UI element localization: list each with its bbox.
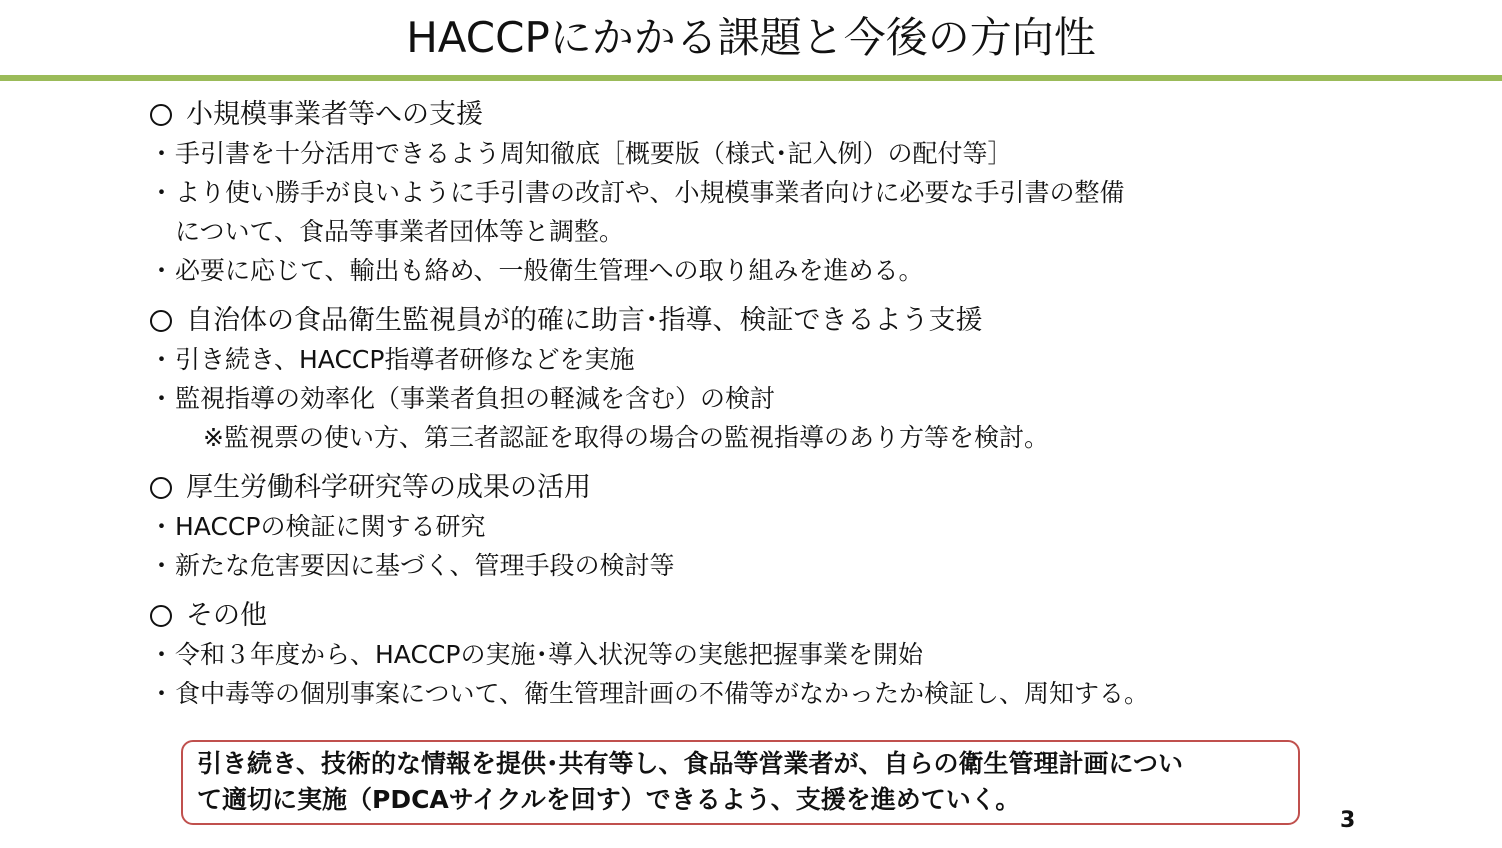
circle-bullet-icon [150, 477, 172, 499]
circle-bullet-icon [150, 104, 172, 126]
section-heading [148, 302, 1348, 340]
list-note: ※監視票の使い方、第三者認証を取得の場合の監視指導のあり方等を検討。 [203, 423, 1049, 452]
summary-callout-box [181, 740, 1300, 825]
list-item-text: 必要に応じて、輸出も絡め、一般衛生管理への取り組みを進める。 [175, 256, 924, 285]
list-item-text: 監視指導の効率化（事業者負担の軽減を含む）の検討 [175, 384, 776, 413]
circle-bullet-icon [150, 605, 172, 627]
section-heading-text: 小規模事業者等への支援 [186, 99, 483, 130]
section-research-results [148, 469, 1348, 585]
list-item [148, 635, 1348, 674]
section-inspector-support [148, 302, 1348, 457]
list-item [148, 251, 1348, 290]
bullet-mark: ・ [148, 345, 174, 374]
bullet-mark: ・ [148, 679, 174, 708]
section-heading [148, 96, 1348, 134]
section-heading [148, 597, 1348, 635]
callout-text-line-2: て適切に実施（PDCAサイクルを回す）できるよう、支援を進めていく。 [197, 785, 1021, 814]
section-heading-text: その他 [186, 600, 267, 631]
list-item [148, 507, 1348, 546]
bullet-mark: ・ [148, 178, 174, 207]
list-item-text: 手引書を十分活用できるよう周知徹底［概要版（様式･記入例）の配付等］ [175, 139, 1013, 168]
bullet-mark: ・ [148, 139, 174, 168]
slide-title: HACCPにかかる課題と今後の方向性 [406, 13, 1096, 62]
callout-text-line-1: 引き続き、技術的な情報を提供･共有等し、食品等営業者が、自らの衛生管理計画につい [197, 749, 1184, 778]
list-item-text: 令和３年度から、HACCPの実施･導入状況等の実態把握事業を開始 [175, 640, 923, 669]
section-heading-text: 自治体の食品衛生監視員が的確に助言･指導、検証できるよう支援 [186, 305, 983, 336]
list-item-text: 食中毒等の個別事案について、衛生管理計画の不備等がなかったか検証し、周知する。 [175, 679, 1150, 708]
list-item-text: より使い勝手が良いように手引書の改訂や、小規模事業者向けに必要な手引書の整備 [175, 178, 1125, 207]
title-underline [0, 75, 1502, 81]
bullet-mark: ・ [148, 512, 174, 541]
page-number: 3 [1340, 808, 1356, 833]
list-item-text-continued: について、食品等事業者団体等と調整。 [175, 217, 625, 246]
list-item [148, 379, 1348, 418]
list-item [148, 674, 1348, 713]
section-heading [148, 469, 1348, 507]
bullet-mark: ・ [148, 384, 174, 413]
list-item [148, 340, 1348, 379]
list-item [148, 546, 1348, 585]
list-item-text: HACCPの検証に関する研究 [175, 512, 486, 541]
list-item [148, 134, 1348, 173]
list-item [148, 173, 1348, 251]
list-item-text: 引き続き、HACCP指導者研修などを実施 [175, 345, 635, 374]
section-small-business-support [148, 96, 1348, 290]
bullet-mark: ・ [148, 551, 174, 580]
slide-content [148, 96, 1348, 713]
circle-bullet-icon [150, 310, 172, 332]
section-other [148, 597, 1348, 713]
bullet-mark: ・ [148, 256, 174, 285]
section-heading-text: 厚生労働科学研究等の成果の活用 [186, 472, 591, 503]
bullet-mark: ・ [148, 640, 174, 669]
list-item-text: 新たな危害要因に基づく、管理手段の検討等 [175, 551, 675, 580]
